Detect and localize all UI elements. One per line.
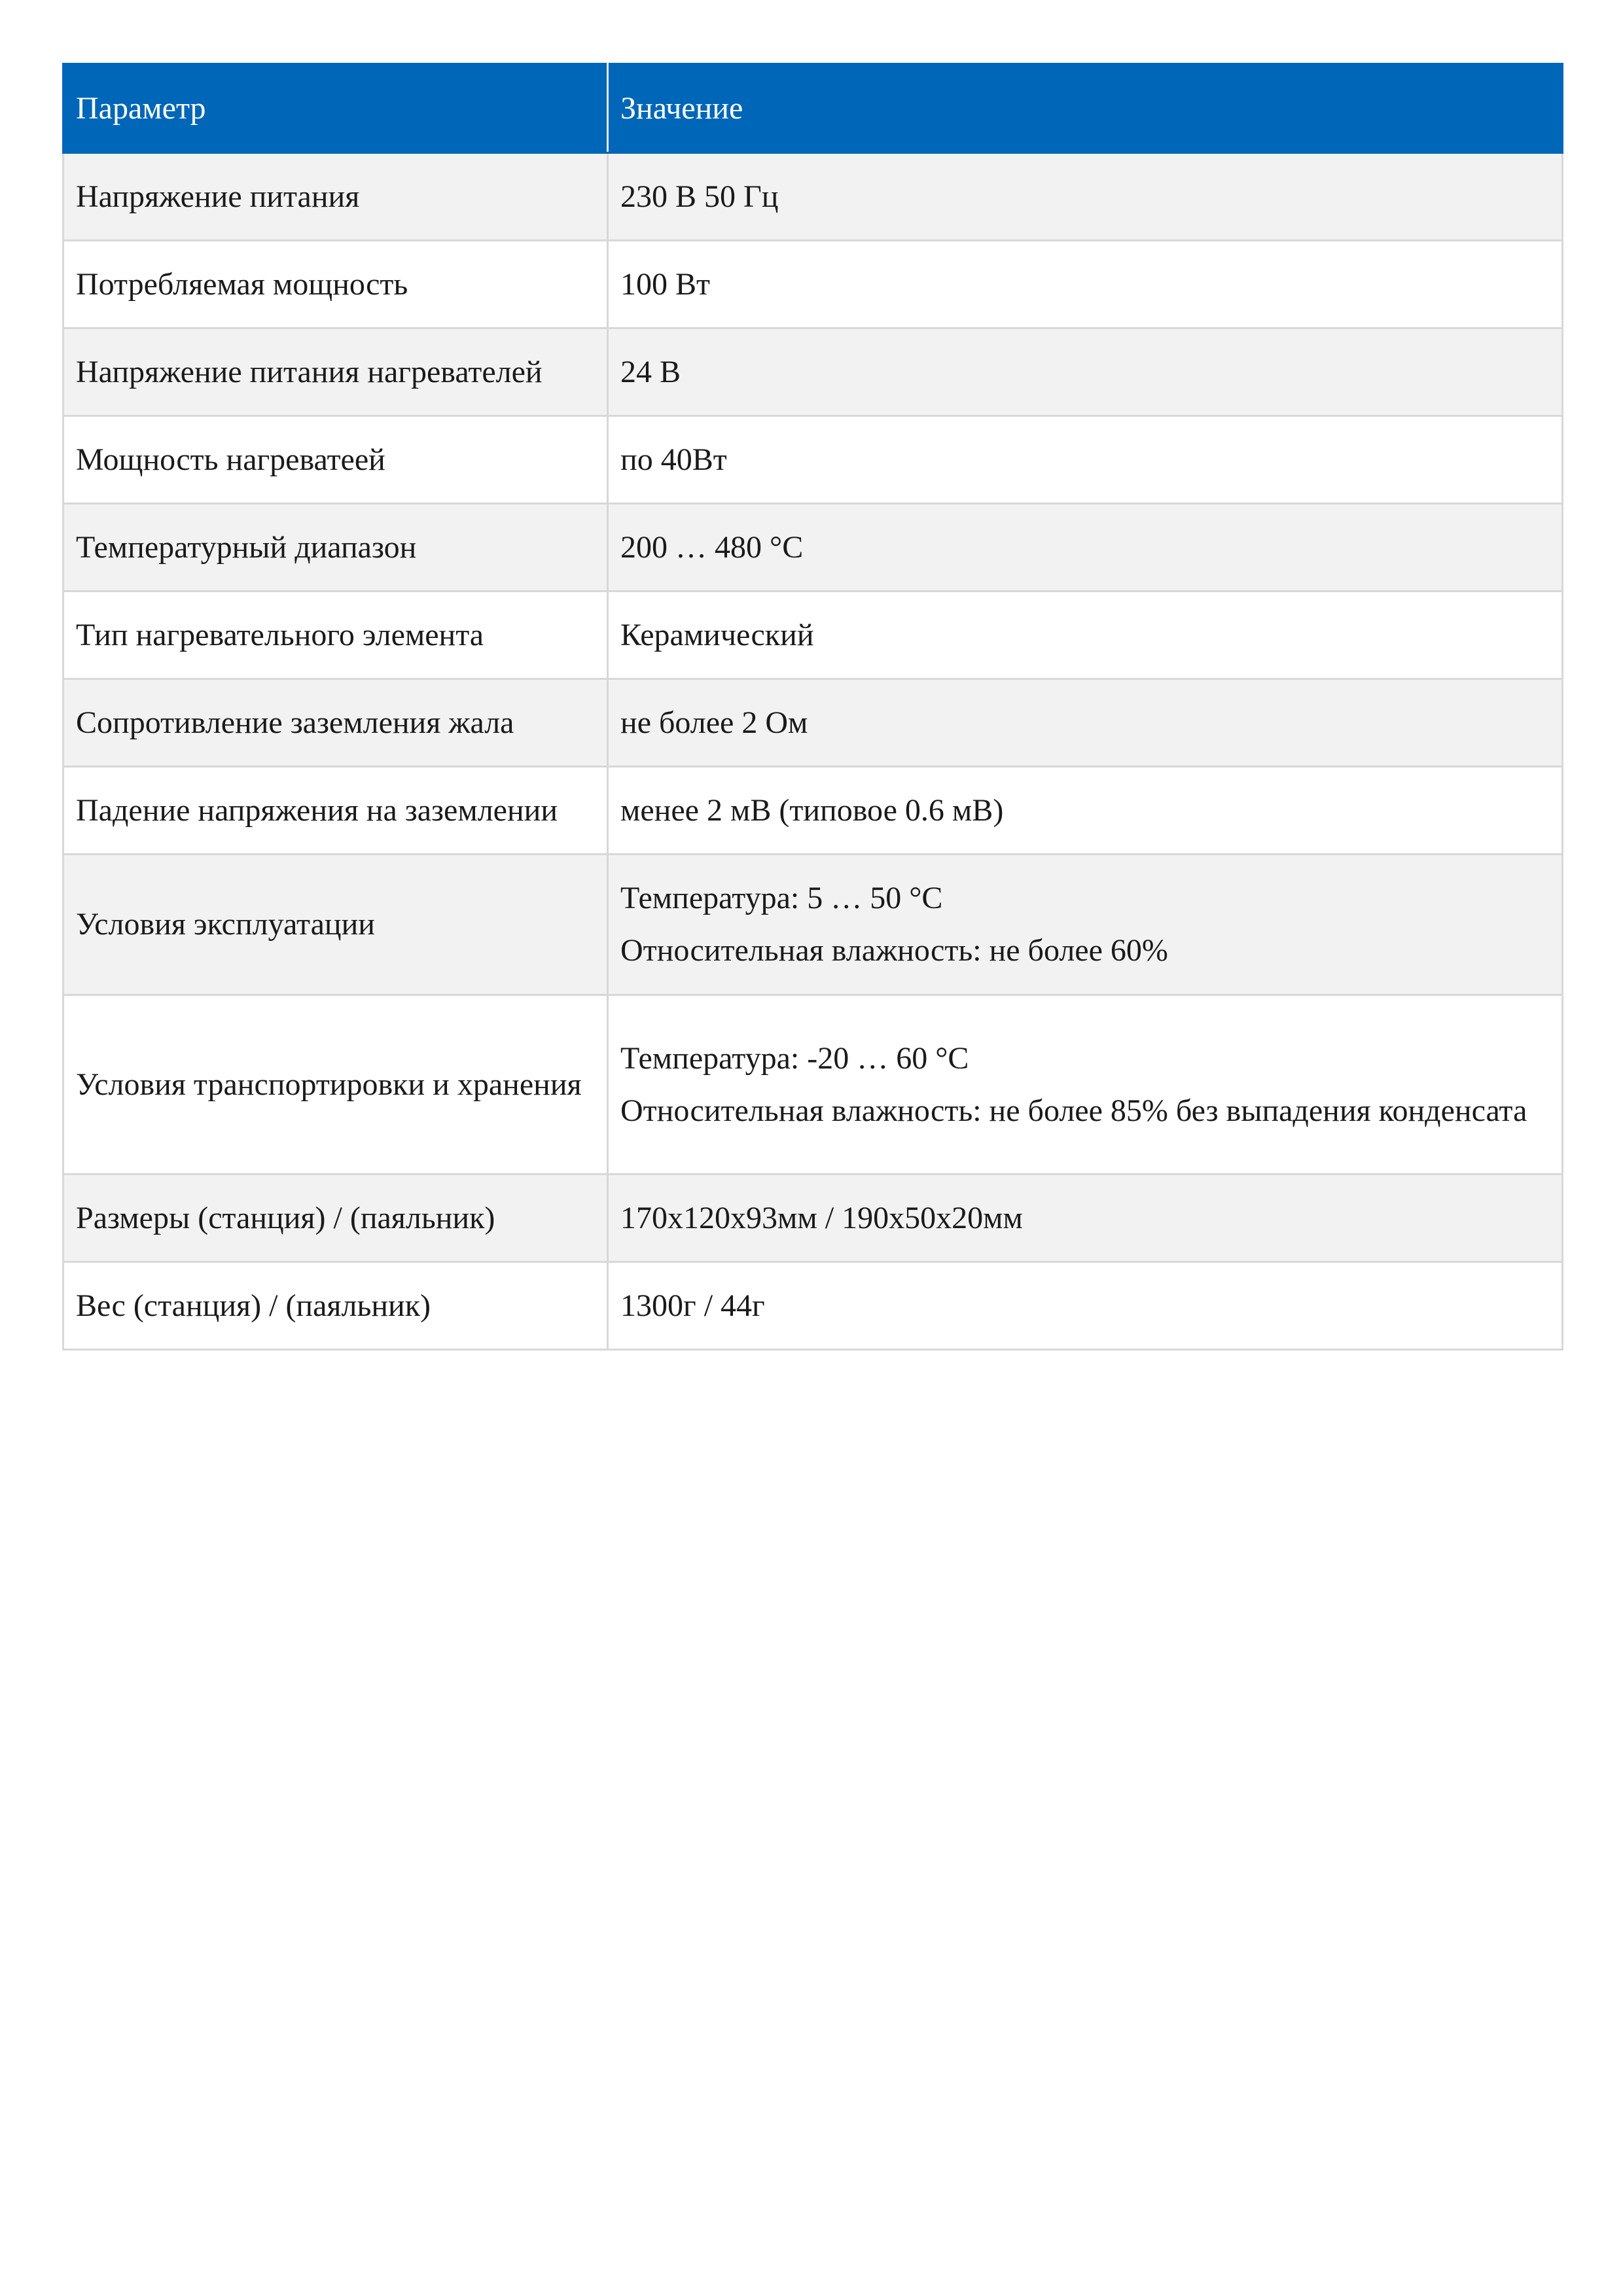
value-text: 170х120х93мм / 190х50х20мм: [620, 1200, 1023, 1235]
parameter-cell: Мощность нагреватеей: [63, 416, 608, 504]
column-header-parameter: Параметр: [63, 64, 608, 153]
value-cell: [608, 767, 1563, 855]
table-row: [63, 1174, 1563, 1262]
value-text: Керамический: [620, 617, 814, 652]
header-row: [63, 64, 1563, 153]
parameter-cell: Размеры (станция) / (паяльник): [63, 1174, 608, 1262]
value-text: менее 2 мВ (типовое 0.6 мВ): [620, 792, 1004, 828]
value-text: 24 В: [620, 354, 681, 389]
value-text: не более 2 Ом: [620, 705, 808, 740]
value-text: 1300г / 44г: [620, 1288, 765, 1323]
table-row: [63, 995, 1563, 1174]
table-row: [63, 241, 1563, 328]
value-cell: [608, 995, 1563, 1174]
specifications-table: [62, 63, 1563, 1351]
value-cell: [608, 592, 1563, 679]
parameter-cell: Условия транспортировки и хранения: [63, 995, 608, 1174]
table-row: [63, 153, 1563, 241]
value-text: 100 Вт: [620, 266, 710, 302]
value-cell: [608, 241, 1563, 328]
value-text: Относительная влажность: не более 60%: [620, 933, 1168, 968]
column-header-value: Значение: [608, 64, 1563, 153]
table-row: [63, 416, 1563, 504]
table-row: [63, 328, 1563, 416]
value-text: Температура: 5 … 50 °C: [620, 881, 943, 915]
parameter-cell: Потребляемая мощность: [63, 241, 608, 328]
value-cell: [608, 855, 1563, 995]
parameter-cell: Температурный диапазон: [63, 504, 608, 592]
value-text: 200 … 480 °C: [620, 529, 804, 565]
value-cell: [608, 504, 1563, 592]
parameter-cell: Тип нагревательного элемента: [63, 592, 608, 679]
value-text: по 40Вт: [620, 442, 727, 477]
table-row: [63, 592, 1563, 679]
parameter-cell: Сопротивление заземления жала: [63, 679, 608, 767]
table-row: [63, 855, 1563, 995]
value-cell: [608, 328, 1563, 416]
value-cell: [608, 1174, 1563, 1262]
value-text: 230 В 50 Гц: [620, 179, 779, 214]
parameter-cell: Напряжение питания нагревателей: [63, 328, 608, 416]
parameter-cell: Условия эксплуатации: [63, 855, 608, 995]
table-header: [63, 64, 1563, 153]
value-cell: [608, 679, 1563, 767]
table-row: [63, 767, 1563, 855]
table-body: [63, 153, 1563, 1350]
parameter-cell: Падение напряжения на заземлении: [63, 767, 608, 855]
table-row: [63, 1262, 1563, 1350]
parameter-cell: Вес (станция) / (паяльник): [63, 1262, 608, 1350]
value-text: Температура: -20 … 60 °C: [620, 1040, 969, 1076]
table-row: [63, 679, 1563, 767]
table-row: [63, 504, 1563, 592]
value-cell: [608, 153, 1563, 241]
parameter-cell: Напряжение питания: [63, 153, 608, 241]
value-cell: [608, 1262, 1563, 1350]
value-text: Относительная влажность: не более 85% без выпадения конденсата: [620, 1093, 1527, 1128]
value-cell: [608, 416, 1563, 504]
